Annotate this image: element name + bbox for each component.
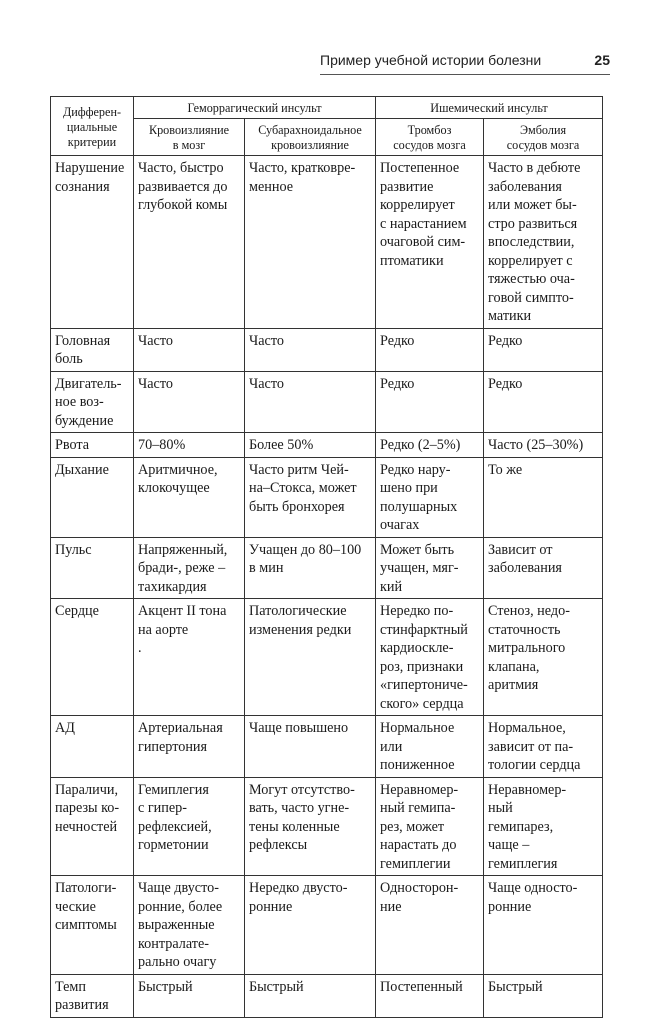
subheader-embolism: Эмболия сосудов мозга <box>484 119 603 156</box>
subheader-subarachnoid: Субарахноидальное кровоизлияние <box>245 119 376 156</box>
table-cell: Нередко по- стинфарктный кардиосклe- роз, признаки «гипертониче- ского» сердца <box>376 599 484 716</box>
table-cell: Гемиплегия с гипер- рефлексией, горметонии <box>134 777 245 876</box>
row-criterion: Рвота <box>51 433 134 458</box>
table-cell: Зависит от заболевания <box>484 537 603 599</box>
table-row <box>51 156 603 329</box>
table-cell: То же <box>484 457 603 537</box>
row-criterion: Нарушение сознания <box>51 156 134 329</box>
table-cell: Патологические изменения редки <box>245 599 376 716</box>
table-cell: Быстрый <box>484 974 603 1017</box>
table-cell: Редко <box>376 328 484 371</box>
table-cell: Часто <box>134 371 245 433</box>
table-cell: Чаще повышено <box>245 716 376 778</box>
table-cell: Часто <box>134 328 245 371</box>
table-cell: Часто (25–30%) <box>484 433 603 458</box>
table-cell: Напряженный, бради-, реже – тахикардия <box>134 537 245 599</box>
running-head-title: Пример учебной истории болезни <box>320 52 542 68</box>
row-criterion: АД <box>51 716 134 778</box>
table-cell: Часто, кратковре- менное <box>245 156 376 329</box>
differential-diagnosis-table <box>50 96 603 1018</box>
table-cell: Постепенное развитие коррелирует с нарастанием очаговой сим- птоматики <box>376 156 484 329</box>
table-cell: Редко <box>484 328 603 371</box>
table-cell: Редко (2–5%) <box>376 433 484 458</box>
table-row <box>51 599 603 716</box>
table-row <box>51 371 603 433</box>
row-criterion: Дыхание <box>51 457 134 537</box>
hemorrhagic-stroke-header: Геморрагический инсульт <box>134 97 376 119</box>
table-cell: Постепенный <box>376 974 484 1017</box>
table-cell: Нормальное, зависит от па- тологии сердца <box>484 716 603 778</box>
table-cell: Часто ритм Чей- на–Стокса, может быть бронхорея <box>245 457 376 537</box>
criteria-header: Дифферен- циальные критерии <box>51 97 134 156</box>
row-criterion: Параличи, парезы ко- нечностей <box>51 777 134 876</box>
row-criterion: Пульс <box>51 537 134 599</box>
table-cell: Чаще двусто- ронние, более выраженные контралате- рально очагу <box>134 876 245 975</box>
table-cell: Нередко двусто- ронние <box>245 876 376 975</box>
row-criterion: Двигатель- ное воз- буждение <box>51 371 134 433</box>
header-rule <box>320 74 610 75</box>
table-cell: Аритмичное, клокочущее <box>134 457 245 537</box>
row-criterion: Темп развития <box>51 974 134 1017</box>
table-cell: Часто <box>245 328 376 371</box>
table-cell: Стеноз, недо- статочность митрального клапана, аритмия <box>484 599 603 716</box>
table-row <box>51 433 603 458</box>
table-row <box>51 537 603 599</box>
table-cell: Может быть учащен, мяг- кий <box>376 537 484 599</box>
table-cell: Артериальная гипертония <box>134 716 245 778</box>
table-row <box>51 777 603 876</box>
table-cell: Могут отсутство- вать, часто угне- тены коленные рефлексы <box>245 777 376 876</box>
table-row <box>51 457 603 537</box>
table-cell: 70–80% <box>134 433 245 458</box>
table-cell: Быстрый <box>245 974 376 1017</box>
table-row <box>51 328 603 371</box>
table-cell: Акцент II тона на аорте . <box>134 599 245 716</box>
table-cell: Редко <box>484 371 603 433</box>
page-number: 25 <box>594 52 610 68</box>
table-cell: Часто в дебюте заболевания или может бы- стро развиться впоследствии, коррелирует с тяжестью оча- говой симпто- матики <box>484 156 603 329</box>
table-row <box>51 876 603 975</box>
table-row <box>51 974 603 1017</box>
subheader-thrombosis: Тромбоз сосудов мозга <box>376 119 484 156</box>
table-cell: Более 50% <box>245 433 376 458</box>
table-cell: Односторон- ние <box>376 876 484 975</box>
table-cell: Редко <box>376 371 484 433</box>
table-cell: Учащен до 80–100 в мин <box>245 537 376 599</box>
row-criterion: Сердце <box>51 599 134 716</box>
table-cell: Часто, быстро развивается до глубокой комы <box>134 156 245 329</box>
running-head <box>320 52 610 68</box>
table-cell: Нормальное или пониженное <box>376 716 484 778</box>
row-criterion: Головная боль <box>51 328 134 371</box>
table-cell: Неравномер- ный гемипарез, чаще – гемиплегия <box>484 777 603 876</box>
ischemic-stroke-header: Ишемический инсульт <box>376 97 603 119</box>
table-cell: Чаще односто- ронние <box>484 876 603 975</box>
table-row <box>51 716 603 778</box>
subheader-brain-hemorrhage: Кровоизлияние в мозг <box>134 119 245 156</box>
table-cell: Часто <box>245 371 376 433</box>
table-cell: Быстрый <box>134 974 245 1017</box>
table-cell: Неравномер- ный гемипа- рез, может нарастать до гемиплегии <box>376 777 484 876</box>
table-cell: Редко нару- шено при полушарных очагах <box>376 457 484 537</box>
row-criterion: Патологи- ческие симптомы <box>51 876 134 975</box>
